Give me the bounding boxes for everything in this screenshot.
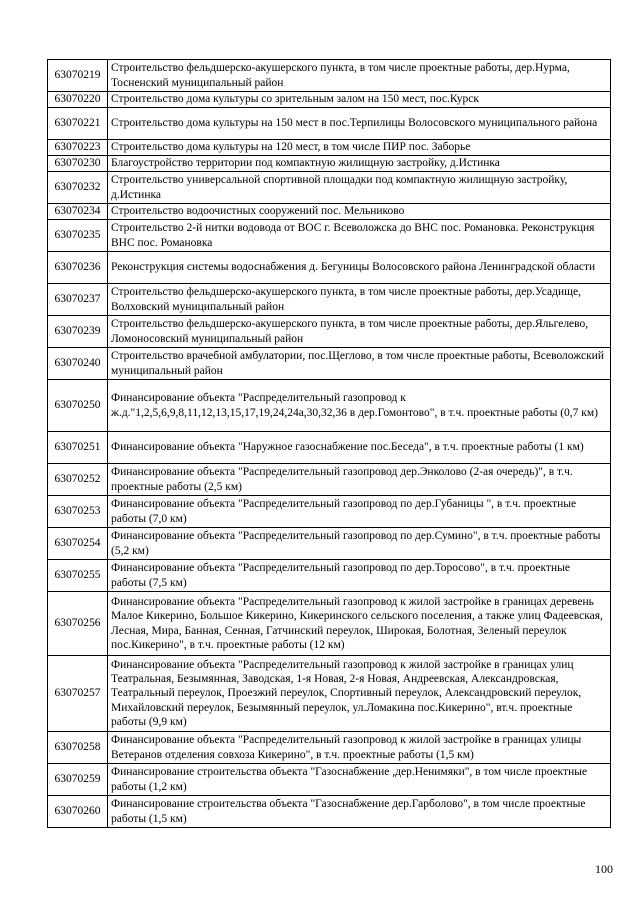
row-code: 63070258 bbox=[48, 732, 108, 764]
row-code: 63070250 bbox=[48, 380, 108, 432]
table-row bbox=[48, 656, 611, 732]
table-row bbox=[48, 380, 611, 432]
budget-codes-table bbox=[47, 59, 611, 828]
table-row bbox=[48, 172, 611, 204]
table-row bbox=[48, 528, 611, 560]
row-code: 63070255 bbox=[48, 560, 108, 592]
table-row bbox=[48, 496, 611, 528]
row-code: 63070254 bbox=[48, 528, 108, 560]
table-row bbox=[48, 220, 611, 252]
page-number: 100 bbox=[595, 862, 613, 876]
row-description: Финансирование строительства объекта "Газоснабжение ,дер.Ненимяки", в том числе проектные работы (1,2 км) bbox=[108, 764, 611, 796]
row-description: Строительство фельдшерско-акушерского пункта, в том числе проектные работы, дер.Яльгелево, Ломоносовский муниципальный район bbox=[108, 316, 611, 348]
row-description: Финансирование объекта "Распределительный газопровод дер.Энколово (2-ая очередь)", в т.ч. проектные работы (2,5 км) bbox=[108, 464, 611, 496]
row-description: Благоустройство территории под компактную жилищную застройку, д.Истинка bbox=[108, 156, 611, 172]
row-description: Финансирование объекта "Распределительный газопровод к жилой застройке в границах улиц Театральная, Безымянная, Заводская, 1-я Новая, 2-я Новая, Андреевская, Александровская, Театральный переулок, Проезжий переулок, Спортивный переулок, Александровский переулок, Михайловский переулок, Безымянный переулок, ул.Ломакина пос.Кикерино", вт.ч. проектные работы (9,9 км) bbox=[108, 656, 611, 732]
row-code: 63070221 bbox=[48, 108, 108, 140]
row-code: 63070235 bbox=[48, 220, 108, 252]
table-row bbox=[48, 60, 611, 92]
row-description: Строительство дома культуры на 150 мест в пос.Терпилицы Волосовского муниципального района bbox=[108, 108, 611, 140]
row-code: 63070240 bbox=[48, 348, 108, 380]
row-description: Строительство 2-й нитки водовода от ВОС г. Всеволожска до ВНС пос. Романовка. Реконструкция ВНС пос. Романовка bbox=[108, 220, 611, 252]
table-row bbox=[48, 732, 611, 764]
row-code: 63070251 bbox=[48, 432, 108, 464]
row-code: 63070220 bbox=[48, 92, 108, 108]
row-code: 63070230 bbox=[48, 156, 108, 172]
table-row bbox=[48, 592, 611, 656]
row-description: Строительство дома культуры со зрительным залом на 150 мест, пос.Курск bbox=[108, 92, 611, 108]
row-description: Строительство водоочистных сооружений пос. Мельниково bbox=[108, 204, 611, 220]
row-code: 63070237 bbox=[48, 284, 108, 316]
row-description: Финансирование объекта "Распределительный газопровод по дер.Губаницы ", в т.ч. проектные работы (7,0 км) bbox=[108, 496, 611, 528]
row-code: 63070219 bbox=[48, 60, 108, 92]
row-code: 63070257 bbox=[48, 656, 108, 732]
row-description: Финансирование объекта "Распределительный газопровод по дер.Сумино", в т.ч. проектные работы (5,2 км) bbox=[108, 528, 611, 560]
table-row bbox=[48, 348, 611, 380]
table-row bbox=[48, 464, 611, 496]
row-code: 63070256 bbox=[48, 592, 108, 656]
row-code: 63070253 bbox=[48, 496, 108, 528]
table-row bbox=[48, 764, 611, 796]
row-description: Строительство дома культуры на 120 мест, в том числе ПИР пос. Заборье bbox=[108, 140, 611, 156]
table-row bbox=[48, 796, 611, 828]
row-code: 63070223 bbox=[48, 140, 108, 156]
table-row bbox=[48, 432, 611, 464]
row-description: Реконструкция системы водоснабжения д. Бегуницы Волосовского района Ленинградской области bbox=[108, 252, 611, 284]
row-description: Финансирование объекта "Распределительный газопровод к ж.д."1,2,5,6,9,8,11,12,13,15,17,19,24,24а,30,32,36 в дер.Гомонтово", в т.ч. проектные работы (0,7 км) bbox=[108, 380, 611, 432]
row-description: Финансирование объекта "Распределительный газопровод к жилой застройке в границах деревень Малое Кикерино, Большое Кикерино, Кикеринского сельского поселения, а также улиц Фадеевская, Лесная, Мира, Банная, Сенная, Гатчинский переулок, Широкая, Болотная, Зеленый переулок пос.Кикерино", в т.ч. проектные работы (12 км) bbox=[108, 592, 611, 656]
table-row bbox=[48, 204, 611, 220]
table-row bbox=[48, 316, 611, 348]
row-description: Финансирование строительства объекта "Газоснабжение дер.Гарболово", в том числе проектные работы (1,5 км) bbox=[108, 796, 611, 828]
table-row bbox=[48, 252, 611, 284]
row-description: Финансирование объекта "Распределительный газопровод по дер.Торосово", в т.ч. проектные работы (7,5 км) bbox=[108, 560, 611, 592]
row-code: 63070234 bbox=[48, 204, 108, 220]
table-row bbox=[48, 108, 611, 140]
table-row bbox=[48, 284, 611, 316]
row-code: 63070259 bbox=[48, 764, 108, 796]
row-description: Строительство врачебной амбулатории, пос.Щеглово, в том числе проектные работы, Всеволожский муниципальный район bbox=[108, 348, 611, 380]
table-row bbox=[48, 140, 611, 156]
row-description: Финансирование объекта "Распределительный газопровод к жилой застройке в границах улицы Ветеранов отделения совхоза Кикерино", в т.ч. проектные работы (1,5 км) bbox=[108, 732, 611, 764]
row-code: 63070232 bbox=[48, 172, 108, 204]
table-row bbox=[48, 92, 611, 108]
row-description: Финансирование объекта "Наружное газоснабжение пос.Беседа", в т.ч. проектные работы (1 км) bbox=[108, 432, 611, 464]
row-description: Строительство фельдшерско-акушерского пункта, в том числе проектные работы, дер.Нурма, Тосненский муниципальный район bbox=[108, 60, 611, 92]
table-row bbox=[48, 156, 611, 172]
row-code: 63070260 bbox=[48, 796, 108, 828]
row-code: 63070239 bbox=[48, 316, 108, 348]
row-code: 63070236 bbox=[48, 252, 108, 284]
row-code: 63070252 bbox=[48, 464, 108, 496]
row-description: Строительство универсальной спортивной площадки под компактную жилищную застройку, д.Истинка bbox=[108, 172, 611, 204]
table-row bbox=[48, 560, 611, 592]
row-description: Строительство фельдшерско-акушерского пункта, в том числе проектные работы, дер.Усадище, Волховский муниципальный район bbox=[108, 284, 611, 316]
